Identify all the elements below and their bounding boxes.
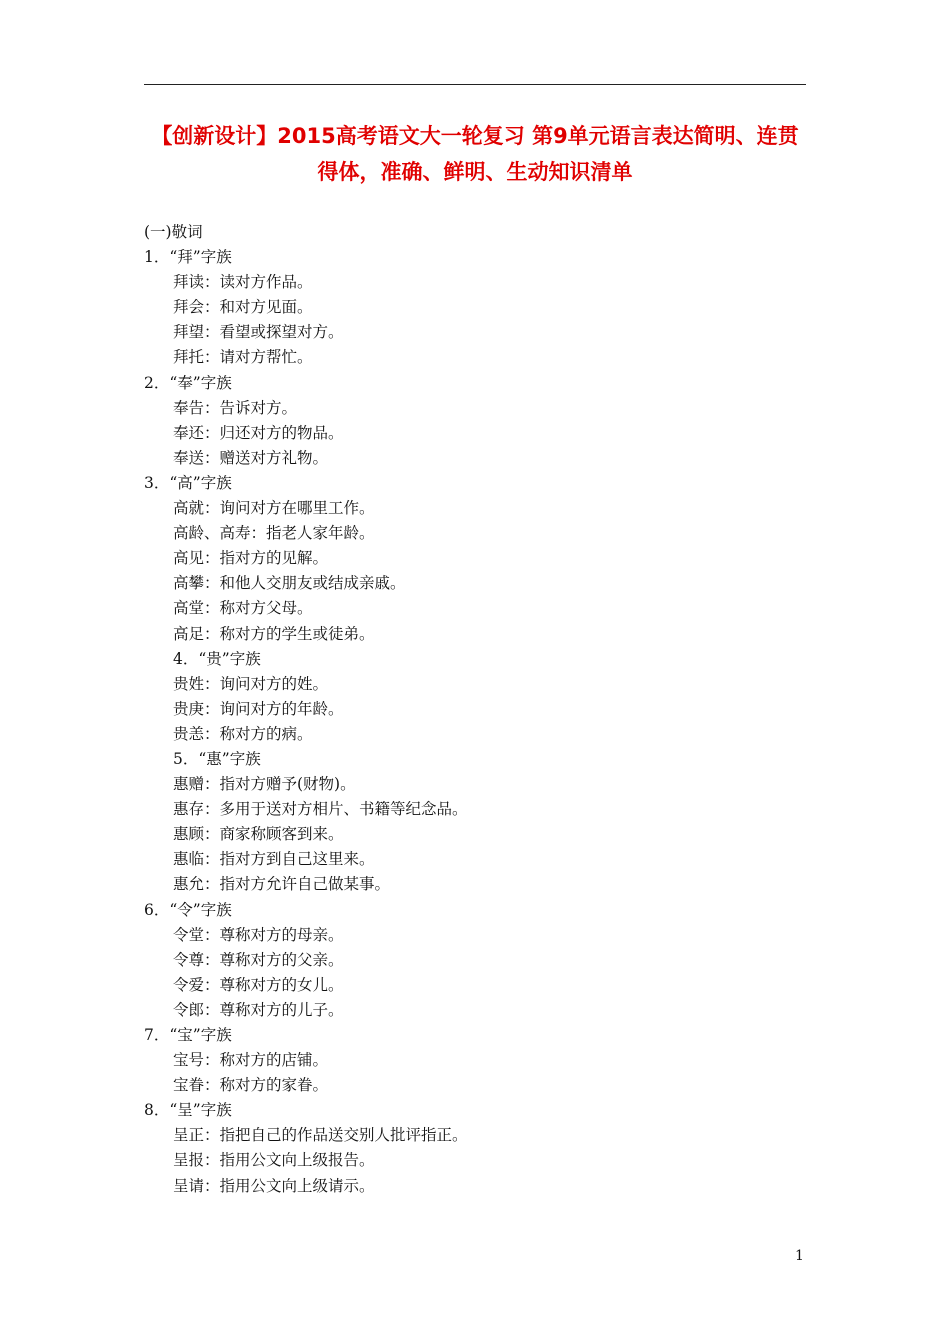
body-line: 高堂：称对方父母。 [173, 599, 313, 618]
body-line: 令爱：尊称对方的女儿。 [173, 975, 344, 994]
body-line: 拜望：看望或探望对方。 [173, 323, 344, 342]
body-line: 拜托：请对方帮忙。 [173, 348, 313, 367]
body-line: 呈报：指用公文向上级报告。 [173, 1151, 375, 1170]
body-line: 高见：指对方的见解。 [173, 549, 329, 568]
body-line: 呈请：指用公文向上级请示。 [173, 1176, 375, 1195]
body-line: 惠存：多用于送对方相片、书籍等纪念品。 [173, 800, 468, 819]
body-line: 宝号：称对方的店铺。 [173, 1051, 329, 1070]
body-line: 奉告：告诉对方。 [173, 398, 298, 417]
body-line: 惠允：指对方允许自己做某事。 [173, 875, 391, 894]
body-line: 惠顾：商家称顾客到来。 [173, 825, 344, 844]
body-line: 令郎：尊称对方的儿子。 [173, 1000, 344, 1019]
body-line: 2．“奉”字族 [144, 373, 232, 392]
document-body [144, 220, 806, 1199]
body-line: 高攀：和他人交朋友或结成亲戚。 [173, 574, 406, 593]
document-title [144, 118, 806, 190]
body-line: 5．“惠”字族 [173, 749, 261, 768]
body-line: 惠临：指对方到自己这里来。 [173, 850, 375, 869]
body-line: 高就：询问对方在哪里工作。 [173, 499, 375, 518]
title-line-2: 得体，准确、鲜明、生动知识清单 [317, 160, 633, 184]
body-line: 贵庚：询问对方的年龄。 [173, 699, 344, 718]
body-line: 贵恙：称对方的病。 [173, 724, 313, 743]
body-line: 拜会：和对方见面。 [173, 298, 313, 317]
page-number: 1 [795, 1248, 804, 1264]
title-line-1: 【创新设计】2015高考语文大一轮复习 第9单元语言表达简明、连贯 [151, 124, 799, 148]
body-line: 拜读：读对方作品。 [173, 273, 313, 292]
body-line: 呈正：指把自己的作品送交别人批评指正。 [173, 1126, 468, 1145]
header-rule [144, 84, 806, 85]
body-line: 7．“宝”字族 [144, 1026, 232, 1044]
body-line: 奉送：赠送对方礼物。 [173, 448, 329, 467]
body-line: 惠赠：指对方赠予(财物)。 [173, 775, 356, 794]
body-line: 令尊：尊称对方的父亲。 [173, 950, 344, 969]
body-line: 高龄、高寿：指老人家年龄。 [173, 524, 375, 543]
body-line: 宝眷：称对方的家眷。 [173, 1076, 329, 1095]
body-line: 贵姓：询问对方的姓。 [173, 674, 329, 693]
body-line: 3．“高”字族 [144, 473, 232, 492]
body-line: 高足：称对方的学生或徒弟。 [173, 624, 375, 643]
body-line: 8．“呈”字族 [144, 1101, 232, 1120]
body-line: 令堂：尊称对方的母亲。 [173, 925, 344, 944]
body-line: 奉还：归还对方的物品。 [173, 423, 344, 442]
body-line: 4．“贵”字族 [173, 649, 261, 668]
body-line: 6．“令”字族 [144, 900, 232, 919]
body-line: (一)敬词 [144, 223, 203, 241]
body-line: 1．“拜”字族 [144, 248, 232, 267]
